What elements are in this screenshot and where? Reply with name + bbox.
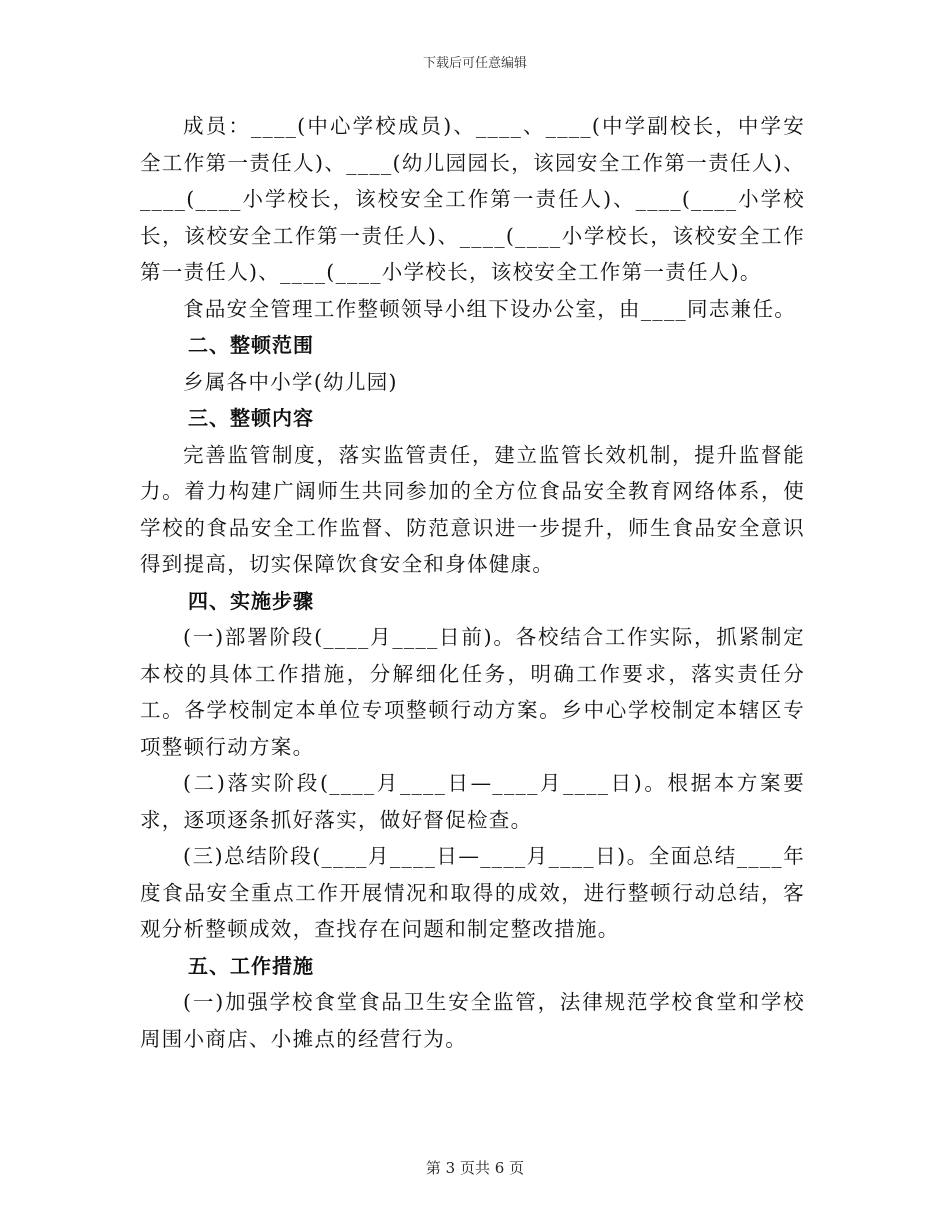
paragraph-step-2: (二)落实阶段(____月____日—____月____日)。根据本方案要求，逐项逐条抓好落实，做好督促检查。	[140, 771, 805, 832]
paragraph-members: 成员：____(中心学校成员)、____、____(中学副校长，中学安全工作第一责任人)、____(幼儿园园长，该园安全工作第一责任人)、____(____小学校长，该校安全工作第一责任人)、____(____小学校长，该校安全工作第一责任人)、____(____小学校长，该校安全工作第一责任人)、____(____小学校长，该校安全工作第一责任人)。	[140, 114, 805, 284]
paragraph-office: 食品安全管理工作整顿领导小组下设办公室，由____同志兼任。	[183, 296, 797, 321]
paragraph-scope: 乡属各中小学(幼儿园)	[183, 369, 398, 394]
page-header: 下载后可任意编辑	[422, 56, 527, 71]
section-heading-scope: 二、整顿范围	[188, 333, 314, 357]
document-body	[140, 108, 805, 1057]
section-heading-measures: 五、工作措施	[188, 953, 314, 978]
paragraph-measure-1: (一)加强学校食堂食品卫生安全监管，法律规范学校食堂和学校周围小商店、小摊点的经营行为。	[140, 990, 805, 1051]
page-footer: 第 3 页共 6 页	[425, 1159, 525, 1177]
paragraph-step-3: (三)总结阶段(____月____日—____月____日)。全面总结____年度食品安全重点工作开展情况和取得的成效，进行整顿行动总结，客观分析整顿成效，查找存在问题和制定整改措施。	[140, 844, 805, 941]
paragraph-content: 完善监管制度，落实监管责任，建立监管长效机制，提升监督能力。着力构建广阔师生共同参加的全方位食品安全教育网络体系，使学校的食品安全工作监督、防范意识进一步提升，师生食品安全意识得到提高，切实保障饮食安全和身体健康。	[140, 442, 805, 576]
paragraph-step-1: (一)部署阶段(____月____日前)。各校结合工作实际，抓紧制定本校的具体工作措施，分解细化任务，明确工作要求，落实责任分工。各学校制定本单位专项整顿行动方案。乡中心学校制定本辖区专项整顿行动方案。	[140, 625, 805, 759]
section-heading-steps: 四、实施步骤	[188, 588, 314, 613]
section-heading-content: 三、整顿内容	[188, 406, 314, 430]
